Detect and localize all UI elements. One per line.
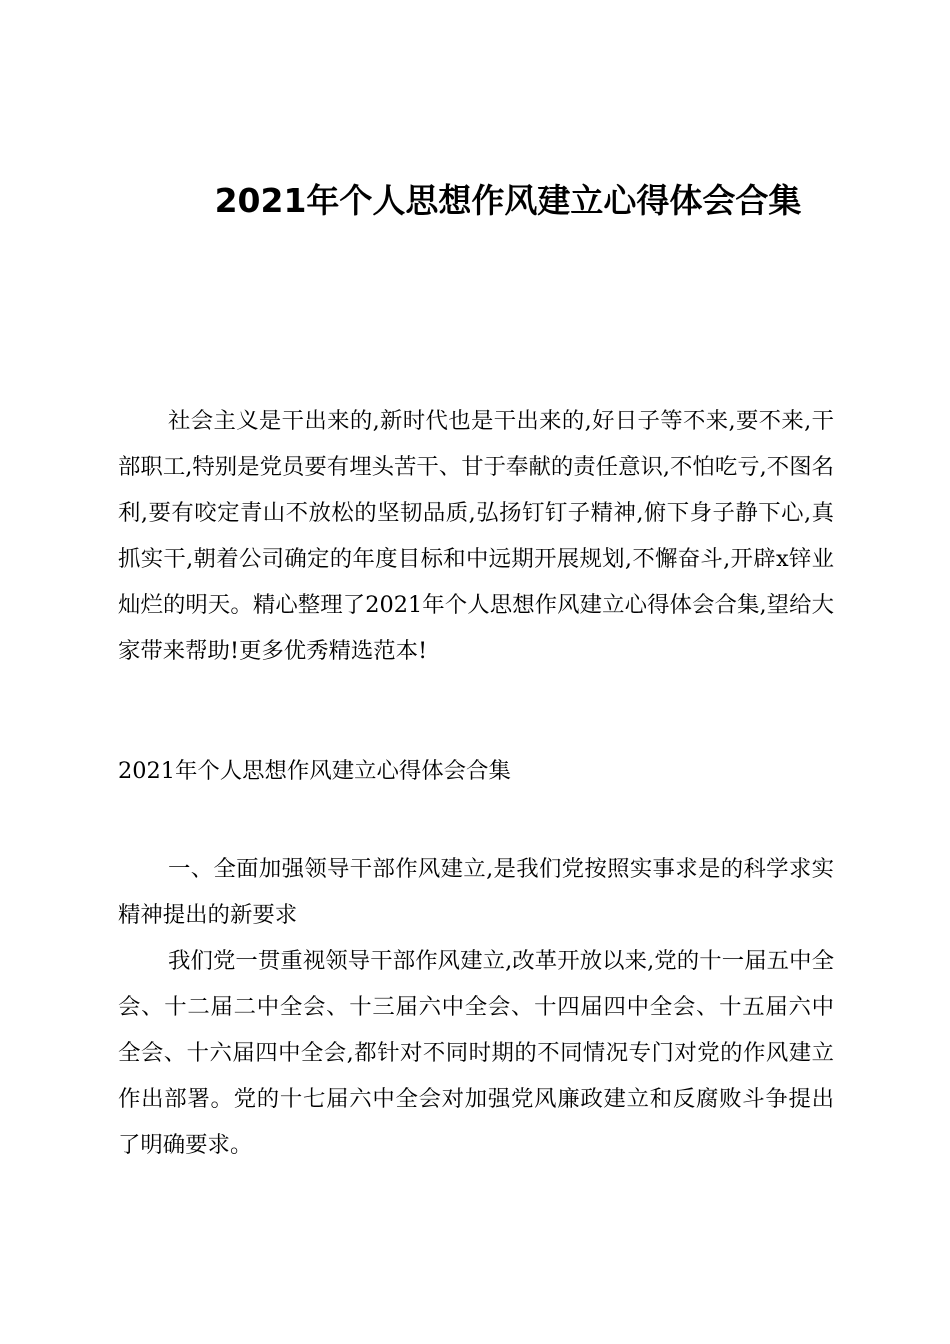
collection-subtitle: 2021年个人思想作风建立心得体会合集 [118, 758, 511, 784]
document-title: 2021年个人思想作风建立心得体会合集 [214, 181, 802, 220]
intro-paragraph: 社会主义是干出来的,新时代也是干出来的,好日子等不来,要不来,干部职工,特别是党员要有埋头苦干、甘于奉献的责任意识,不怕吃亏,不图名利,要有咬定青山不放松的坚韧品质,弘扬钉钉子精神,俯下身子静下心,真抓实干,朝着公司确定的年度目标和中远期开展规划,不懈奋斗,开辟x锌业灿烂的明天。精心整理了2021年个人思想作风建立心得体会合集,望给大家带来帮助!更多优秀精选范本! [118, 408, 834, 664]
section-one [118, 846, 834, 1168]
section-heading: 一、全面加强领导干部作风建立,是我们党按照实事求是的科学求实精神提出的新要求 [118, 856, 834, 928]
section-paragraph: 我们党一贯重视领导干部作风建立,改革开放以来,党的十一届五中全会、十二届二中全会、十三届六中全会、十四届四中全会、十五届六中全会、十六届四中全会,都针对不同时期的不同情况专门对党的作风建立作出部署。党的十七届六中全会对加强党风廉政建立和反腐败斗争提出了明确要求。 [118, 948, 834, 1158]
